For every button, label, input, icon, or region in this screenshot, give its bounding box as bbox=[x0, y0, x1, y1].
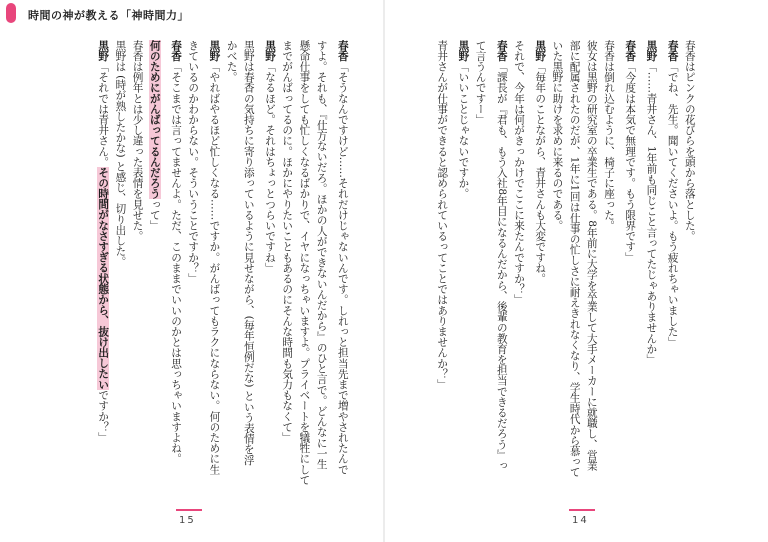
text-line bbox=[659, 40, 680, 495]
speaker-name: 春香 bbox=[624, 40, 637, 62]
dialogue-text: て言うんですー」 bbox=[474, 40, 487, 125]
text-line bbox=[90, 40, 111, 495]
dialogue-text: 「今度は本気で無理です。もう限界です」 bbox=[624, 61, 637, 263]
dialogue-text: 黒野は (時が熟したかな) と感じ、切り出した。 bbox=[114, 40, 127, 268]
text-line bbox=[163, 40, 184, 495]
right-page-body bbox=[433, 40, 698, 495]
text-line bbox=[146, 40, 163, 495]
text-line bbox=[312, 40, 329, 495]
dialogue-text: かべた。 bbox=[225, 40, 238, 83]
text-line bbox=[240, 40, 257, 495]
text-line bbox=[433, 40, 450, 495]
dialogue-text: 青井さんが仕事ができると認められているってことではありませんか？」 bbox=[436, 40, 449, 390]
speaker-name: 黒野 bbox=[534, 40, 547, 62]
text-line bbox=[565, 40, 582, 495]
highlighted-phrase: 何のためにがんばってるんだろう bbox=[148, 40, 161, 199]
text-line bbox=[278, 40, 295, 495]
text-line bbox=[489, 40, 510, 495]
speaker-name: 黒野 bbox=[457, 40, 470, 62]
speaker-name: 黒野 bbox=[208, 40, 221, 62]
dialogue-text: 「でね、先生。聞いてくださいよ。もう疲れちゃいました」 bbox=[666, 61, 679, 348]
left-page bbox=[90, 40, 380, 495]
text-line bbox=[295, 40, 312, 495]
text-line bbox=[600, 40, 617, 495]
dialogue-text: きているのかわからない。そういうことですか？」 bbox=[187, 40, 200, 284]
text-line bbox=[527, 40, 548, 495]
header-accent-mark bbox=[6, 3, 16, 23]
dialogue-text: 「そうなんですけど……それだけじゃないんです。しれっと担当先まで増やされたんで bbox=[336, 61, 349, 475]
folio-accent-right bbox=[569, 509, 595, 511]
speaker-name: 春香 bbox=[336, 40, 349, 62]
dialogue-text: 春香は例年とは少し違った表情を見せた。 bbox=[131, 40, 144, 242]
speaker-name: 黒野 bbox=[97, 40, 110, 62]
dialogue-text: 春香は倒れ込むように、椅子に座った。 bbox=[603, 40, 616, 231]
dialogue-text: 「やればやるほど忙しくなる……ですか。がんばってもラクにならない。何のために生 bbox=[208, 61, 221, 475]
dialogue-text: 「なるほど。それはちょっとつらいですね」 bbox=[264, 61, 277, 274]
dialogue-text: 「それでは青井さん。 bbox=[97, 61, 110, 168]
dialogue-text: 懸命仕事をしても忙しくなるばかりで、イヤになっちゃいますよ。プライベートを犠牲にして bbox=[298, 40, 311, 486]
dialogue-text: 彼女は黒野の研究室の卒業生である。8年前に大学を卒業して大手メーカーに就職し、営業 bbox=[585, 40, 598, 471]
page-number-right: 14 bbox=[572, 515, 589, 526]
speaker-name: 春香 bbox=[495, 40, 508, 62]
text-line bbox=[450, 40, 471, 495]
left-page-body bbox=[90, 40, 351, 495]
dialogue-text: までがんばってるのに。ほかにやりたいこともあるのにそんな時間も気力もなくて」 bbox=[281, 40, 294, 443]
speaker-name: 黒野 bbox=[645, 40, 658, 62]
text-line bbox=[330, 40, 351, 495]
text-line bbox=[184, 40, 201, 495]
text-line bbox=[548, 40, 565, 495]
dialogue-text: それで、今年は何がきっかけでここに来たんですか？」 bbox=[513, 40, 526, 305]
text-line bbox=[638, 40, 659, 495]
text-line bbox=[201, 40, 222, 495]
dialogue-text: 春香はピンクの花びらを頭から落とした。 bbox=[683, 40, 696, 242]
dialogue-text: 「課長が『君も、もう入社8年目になるんだから、後輩の教育を担当できるだろう』っ bbox=[495, 61, 508, 471]
dialogue-text: すよ。それも、『仕方ないだろ。ほかの人ができないんだから』のひと言で。どんなに一生 bbox=[315, 40, 328, 470]
text-line bbox=[583, 40, 600, 495]
book-title: 時間の神が教える「神時間力」 bbox=[28, 9, 189, 22]
dialogue-text: 「そこまでは言ってませんよ。ただ、このままでいいのかとは思っちゃいますよね。 bbox=[170, 61, 183, 465]
dialogue-text: 「いいことじゃないですか。 bbox=[457, 61, 470, 200]
text-line bbox=[617, 40, 638, 495]
speaker-name: 春香 bbox=[666, 40, 679, 62]
text-line bbox=[111, 40, 128, 495]
dialogue-text: 「……青井さん、1年前も同じこと言ってたじゃありませんか」 bbox=[645, 61, 658, 365]
dialogue-text: 「毎年のことながら、青井さんも大変ですね。 bbox=[534, 61, 547, 284]
highlighted-phrase: その時間がなさすぎる状態から、抜け出したい bbox=[97, 167, 110, 390]
text-line bbox=[471, 40, 488, 495]
text-line bbox=[681, 40, 698, 495]
text-line bbox=[128, 40, 145, 495]
dialogue-text: 部に配属されたのだが、1年に1回は仕事の忙しさに耐えきれなくなり、学生時代から慕って bbox=[568, 40, 581, 478]
dialogue-text: 黒野は春香の気持ちに寄り添っているように見せながら、(毎年恒例だな) という表情を浮 bbox=[242, 40, 255, 466]
text-line bbox=[510, 40, 527, 495]
speaker-name: 黒野 bbox=[264, 40, 277, 62]
text-line bbox=[222, 40, 239, 495]
text-line bbox=[257, 40, 278, 495]
speaker-name: 春香 bbox=[170, 40, 183, 62]
page-number-left: 15 bbox=[179, 515, 196, 526]
dialogue-text-tail: って」 bbox=[148, 199, 161, 231]
right-page bbox=[433, 40, 723, 495]
dialogue-text: いた黒野に助けを求めに来るのである。 bbox=[551, 40, 564, 231]
folio-accent-left bbox=[176, 509, 202, 511]
dialogue-text-tail: ですか？」 bbox=[97, 389, 110, 443]
book-gutter bbox=[383, 0, 385, 542]
